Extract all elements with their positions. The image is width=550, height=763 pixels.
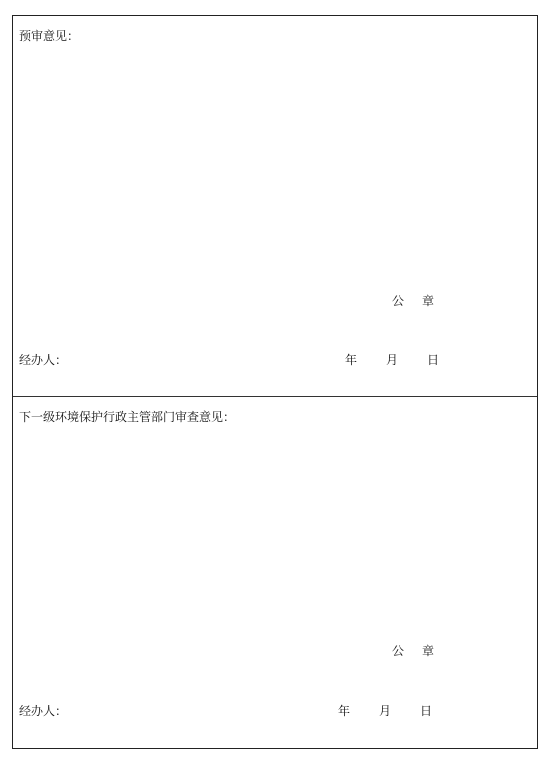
official-seal-label xyxy=(392,294,434,308)
date-month-label: 月 xyxy=(379,704,392,718)
official-seal-label xyxy=(392,644,434,658)
approval-form xyxy=(12,15,538,749)
seal-char-zhang: 章 xyxy=(422,294,435,308)
authority-review-section xyxy=(13,397,537,749)
date-day-label: 日 xyxy=(427,353,440,367)
date-month-label: 月 xyxy=(386,353,399,367)
seal-char-gong: 公 xyxy=(392,644,405,658)
handler-label: 经办人： xyxy=(19,704,68,718)
date-year-label: 年 xyxy=(345,353,358,367)
preliminary-review-section xyxy=(13,16,537,397)
date-day-label: 日 xyxy=(420,704,433,718)
preliminary-review-heading: 预审意见： xyxy=(19,29,80,43)
date-year-label: 年 xyxy=(338,704,351,718)
seal-char-gong: 公 xyxy=(392,294,405,308)
handler-label: 经办人： xyxy=(19,353,68,367)
authority-review-heading: 下一级环境保护行政主管部门审查意见： xyxy=(19,410,236,424)
seal-char-zhang: 章 xyxy=(422,644,435,658)
